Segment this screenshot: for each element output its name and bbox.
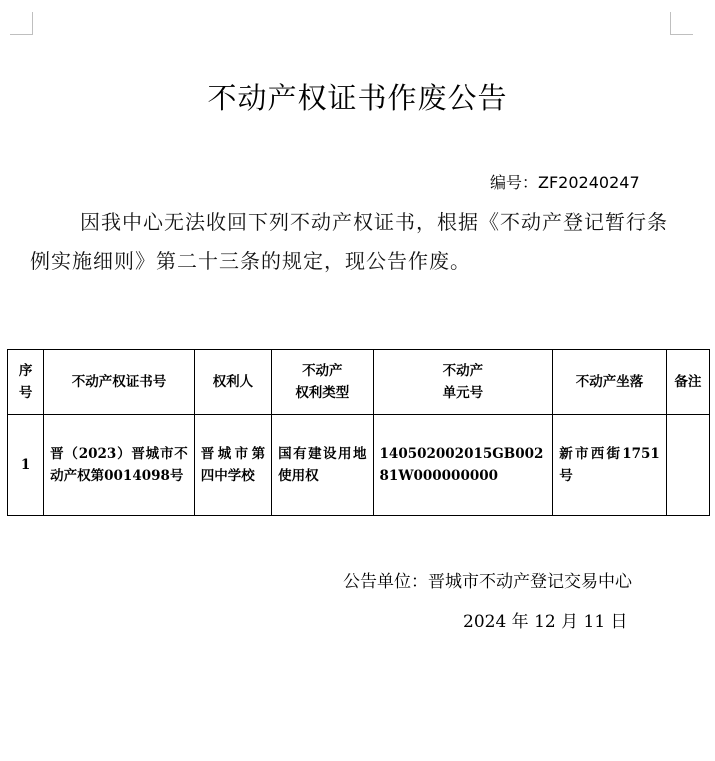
table-header-row xyxy=(8,350,710,415)
cell-location: 新市西街1751号 xyxy=(553,415,666,516)
issuing-unit xyxy=(343,567,683,592)
header-location: 不动产坐落 xyxy=(553,350,666,415)
header-index-line2: 号 xyxy=(18,385,33,401)
header-right-type-line1: 不动产 xyxy=(302,363,343,379)
notice-date: 2024 年 12 月 11 日 xyxy=(463,612,628,632)
cell-owner: 晋城市第四中学校 xyxy=(194,415,271,516)
issuing-unit-label: 公告单位： xyxy=(343,572,428,592)
cell-right-type: 国有建设用地使用权 xyxy=(272,415,373,516)
header-index xyxy=(8,350,44,415)
cell-index: 1 xyxy=(8,415,44,516)
header-unit-no-line1: 不动产 xyxy=(442,363,484,379)
table-row xyxy=(8,415,710,516)
cell-unit-no: 140502002015GB00281W000000000 xyxy=(373,415,553,516)
cell-cert-no: 晋（2023）晋城市不动产权第0014098号 xyxy=(44,415,195,516)
issuing-unit-name: 晋城市不动产登记交易中心 xyxy=(428,572,632,592)
header-unit-no-line2: 单元号 xyxy=(442,385,484,401)
page-corner-mark-top-right xyxy=(670,12,693,35)
certificate-table xyxy=(7,349,710,516)
cell-note xyxy=(666,415,709,516)
document-number-label: 编号： xyxy=(490,173,539,192)
document-number xyxy=(490,170,670,193)
header-note: 备注 xyxy=(666,350,709,415)
document-number-value: ZF20240247 xyxy=(538,173,640,192)
header-index-line1: 序 xyxy=(18,363,33,379)
header-right-type-line2: 权利类型 xyxy=(295,385,350,401)
notice-title: 不动产权证书作废公告 xyxy=(207,81,508,115)
header-owner: 权利人 xyxy=(194,350,271,415)
header-right-type xyxy=(272,350,373,415)
header-cert-no: 不动产权证书号 xyxy=(44,350,195,415)
notice-body: 因我中心无法收回下列不动产权证书，根据《不动产登记暂行条例实施细则》第二十三条的规定，现公告作废。 xyxy=(30,210,668,273)
page-corner-mark-top-left xyxy=(10,12,33,35)
header-unit-no xyxy=(373,350,553,415)
